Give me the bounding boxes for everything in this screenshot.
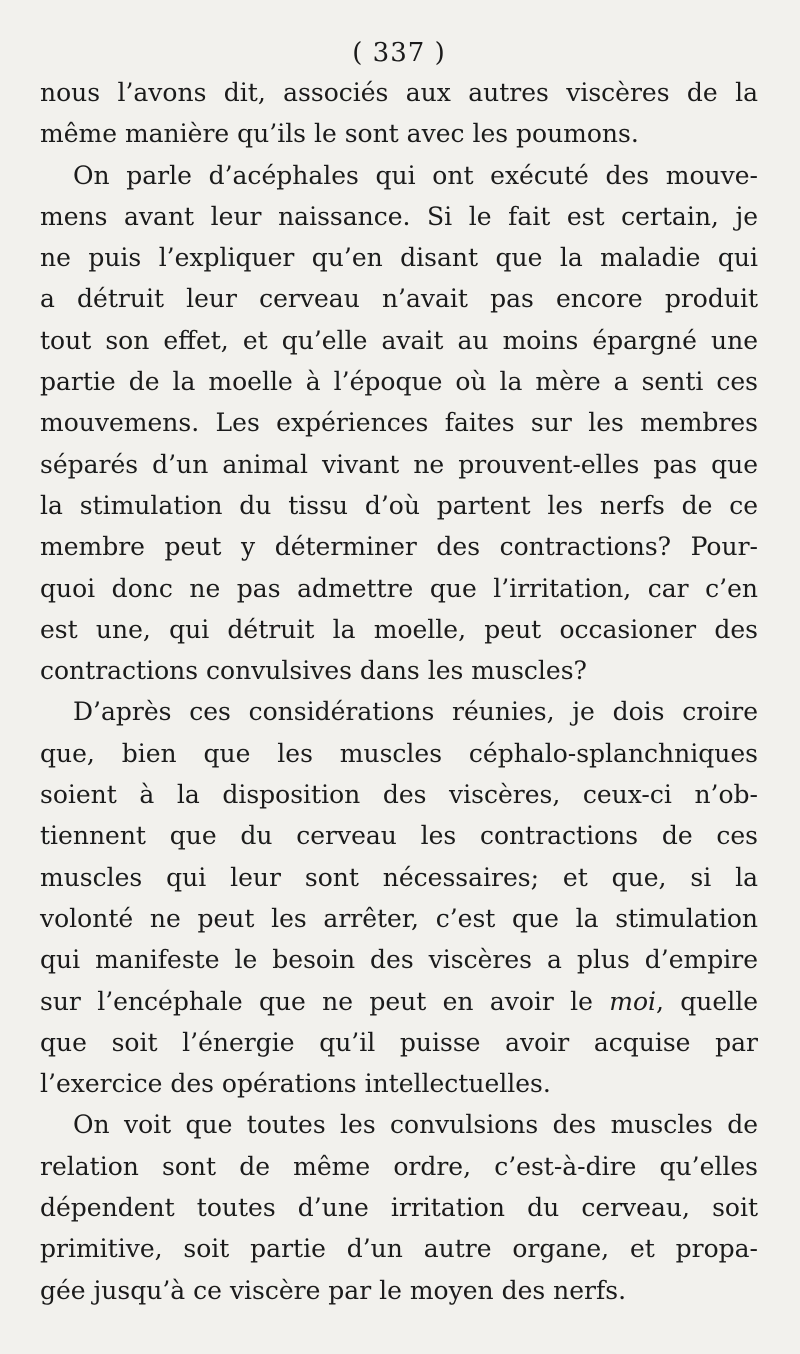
text-line: séparés d’un animal vivant ne prouvent-elles pas que (40, 449, 758, 479)
body-text (40, 72, 758, 1311)
page-number: ( 337 ) (352, 38, 446, 68)
text-line: que soit l’énergie qu’il puisse avoir acquise par (40, 1027, 758, 1057)
text-line: même manière qu’ils le sont avec les poumons. (40, 119, 639, 149)
text-line: contractions convulsives dans les muscles? (40, 656, 587, 686)
text-line: relation sont de même ordre, c’est-à-dire qu’elles (40, 1151, 758, 1181)
text-line: est une, qui détruit la moelle, peut occasioner des (40, 614, 758, 644)
text-line: dépendent toutes d’une irritation du cerveau, soit (40, 1193, 758, 1223)
text-line: que, bien que les muscles céphalo-splanchniques (40, 738, 758, 768)
text-line: On voit que toutes les convulsions des muscles de (73, 1110, 758, 1140)
text-line: partie de la moelle à l’époque où la mère a senti ces (40, 367, 758, 397)
text-line: primitive, soit partie d’un autre organe, et propa- (40, 1234, 758, 1264)
text-line: mens avant leur naissance. Si le fait est certain, je (40, 201, 758, 231)
text-line: soient à la disposition des viscères, ceux-ci n’ob- (40, 780, 758, 810)
text-line: ne puis l’expliquer qu’en disant que la maladie qui (40, 243, 758, 273)
text-line: muscles qui leur sont nécessaires; et que, si la (40, 862, 758, 892)
text-line: membre peut y déterminer des contractions? Pour- (40, 532, 758, 562)
text-line: gée jusqu’à ce viscère par le moyen des nerfs. (40, 1275, 627, 1305)
text-line: tout son effet, et qu’elle avait au moins épargné une (40, 325, 758, 355)
text-line: tiennent que du cerveau les contractions de ces (40, 821, 758, 851)
text-line: qui manifeste le besoin des viscères a plus d’empire (40, 945, 758, 975)
text-line: On parle d’acéphales qui ont exécuté des mouve- (73, 160, 758, 190)
text-line: nous l’avons dit, associés aux autres viscères de la (40, 78, 758, 107)
text-line: sur l’encéphale que ne peut en avoir le moi, quelle (40, 986, 758, 1016)
text-line: quoi donc ne pas admettre que l’irritation, car c’en (40, 573, 758, 603)
text-line: l’exercice des opérations intellectuelles. (40, 1069, 551, 1099)
text-line: la stimulation du tissu d’où partent les nerfs de ce (40, 490, 758, 520)
text-line: a détruit leur cerveau n’avait pas encore produit (40, 284, 758, 314)
text-line: D’après ces considérations réunies, je dois croire (73, 697, 758, 727)
text-line: mouvemens. Les expériences faites sur les membres (40, 408, 758, 438)
italic-word: moi (609, 986, 657, 1016)
text-line: volonté ne peut les arrêter, c’est que la stimulation (40, 903, 758, 933)
